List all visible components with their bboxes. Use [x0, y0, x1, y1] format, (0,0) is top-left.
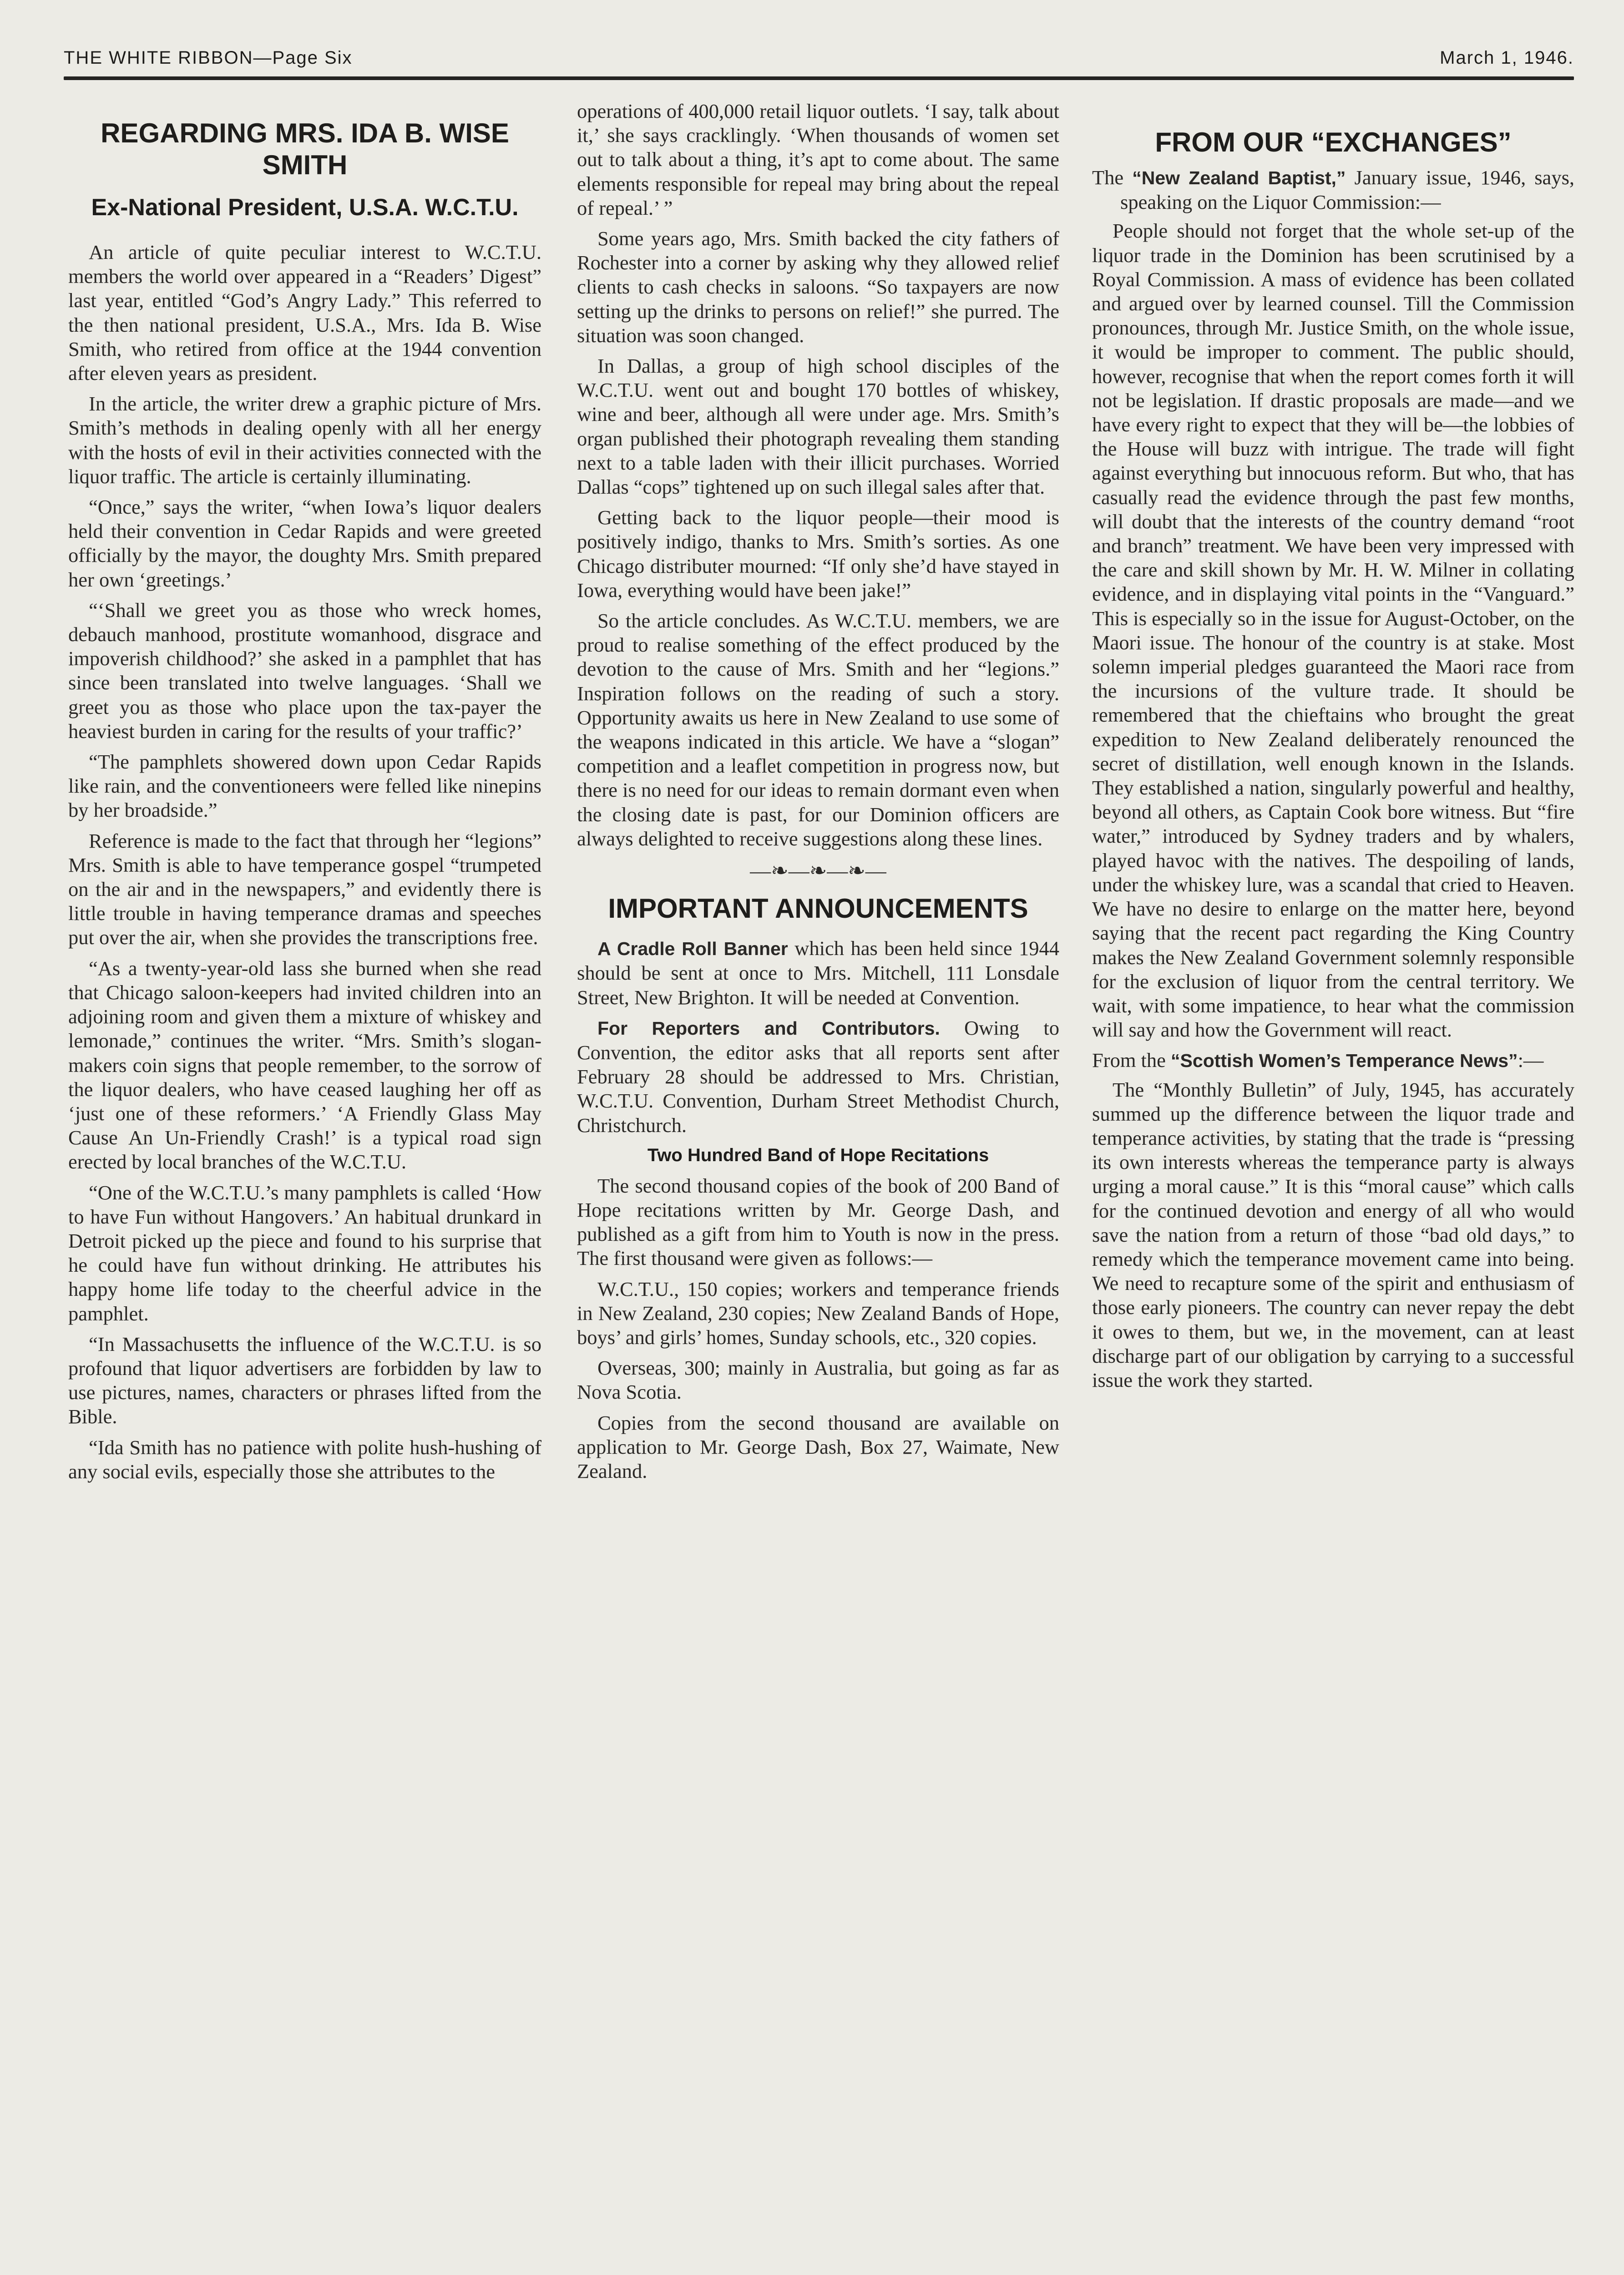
- column-3: [1092, 99, 1574, 2275]
- announcement-lead: For Reporters and Contributors.: [597, 1017, 940, 1039]
- intro-text: January issue, 1946, says, speaking on the Liquor Commission:—: [1120, 166, 1574, 214]
- paragraph: So the article concludes. As W.C.T.U. members, we are proud to realise something of the effect produced by the devotion to the cause of Mrs. Smith and her “legions.” Inspiration follows on the reading of such a story. Opportunity awaits us here in New Zealand to use some of the weapons indicated in this article. We have a “slogan” competition and a leaflet competition in progress now, but there is no need for our ideas to remain dormant even when the closing date is past, for our Dominion officers are always delighted to receive suggestions along these lines.: [577, 609, 1059, 850]
- source-title: “Scottish Women’s Temperance News”: [1171, 1050, 1518, 1072]
- intro-text: From the: [1092, 1049, 1166, 1072]
- paragraph: In Dallas, a group of high school disciples of the W.C.T.U. went out and bought 170 bottles of whiskey, wine and beer, although all were under age. Mrs. Smith’s organ published their photograph revealing them standing next to a table laden with their illicit purchases. Worried Dallas “cops” tightened up on such illegal sales after that.: [577, 354, 1059, 499]
- paragraph: The “Monthly Bulletin” of July, 1945, has accurately summed up the difference between the liquor trade and temperance activities, by stating that the trade is “pressing its own interests whereas the temperance party is always urging a moral cause.” It is this “moral cause” which calls for the continued devotion and energy of all who would save the nation from a return of those “bad old days,” to remedy which the temperance movement came into being. We need to recapture some of the spirit and enthusiasm of those early pioneers. The country can never repay the debt it owes to them, but we, in the movement, can at least discharge part of our obligation by carrying to a successful issue the work they started.: [1092, 1078, 1574, 1391]
- exchanges-headline: FROM OUR “EXCHANGES”: [1155, 127, 1512, 157]
- exchange-intro-baptist: [1092, 166, 1574, 214]
- running-head-date: March 1, 1946.: [1440, 48, 1574, 68]
- paragraph: W.C.T.U., 150 copies; workers and temperance friends in New Zealand, 230 copies; New Zealand Bands of Hope, boys’ and girls’ homes, Sunday schools, etc., 320 copies.: [577, 1277, 1059, 1349]
- paragraph: Copies from the second thousand are available on application to Mr. George Dash, Box 27, Waimate, New Zealand.: [577, 1411, 1059, 1482]
- intro-text: :—: [1518, 1049, 1544, 1072]
- paragraph: “One of the W.C.T.U.’s many pamphlets is called ‘How to have Fun without Hangovers.’ An habitual drunkard in Detroit picked up the piece and found to his surprise that he could have fun without drinking. He attributes his happy home life today to the cheerful advice in the pamphlet.: [68, 1181, 541, 1325]
- paragraph: “As a twenty-year-old lass she burned when she read that Chicago saloon-keepers had invited children into an adjoining room and given them a mixture of whiskey and lemonade,” continues the writer. “Mrs. Smith’s slogan-makers coin signs that people remember, to the sorrow of the liquor dealers, who have ceased laughing her off as ‘just one of these reformers.’ ‘A Friendly Glass May Cause An Un-Friendly Crash!’ is a typical road sign erected by local branches of the W.C.T.U.: [68, 956, 541, 1173]
- announcement-reporters: [577, 1016, 1059, 1138]
- paragraph: “The pamphlets showered down upon Cedar Rapids like rain, and the conventioneers were felled like ninepins by her broadside.”: [68, 750, 541, 822]
- paragraph: People should not forget that the whole set-up of the liquor trade in the Dominion has been scrutinised by a Royal Commission. A mass of evidence has been collated and argued over by learned counsel. Till the Commission pronounces, through Mr. Justice Smith, on the whole issue, it would be improper to comment. The public should, however, recognise that when the report comes forth it will not be legislation. If drastic proposals are made—and we have every right to expect that they will be—the lobbies of the House will buzz with intrigue. The trade will fight against everything but innocuous reform. But who, that has casually read the evidence through the past few months, will doubt that the interests of the country demand “root and branch” treatment. We have been very impressed with the care and skill shown by Mr. H. W. Milner in collating evidence, and in displaying vital points in the “Vanguard.” This is especially so in the issue for August-October, on the Maori issue. The honour of the country is at stake. Most solemn imperial pledges guaranteed the Maori race from the incursions of the vulture trade. It should be remembered that the chieftains who brought the great expedition to New Zealand deliberately renounced the secret of distillation, well enough known in the Islands. They established a nation, singularly powerful and healthy, beyond all others, as Captain Cook bore witness. But “fire water,” introduced by Sydney traders and by whalers, played havoc with the natives. The despoiling of lands, under the whiskey lure, was a scandal that cried to Heaven. We have no desire to enlarge on the matter here, beyond saying that the recent pact regarding the King Country makes the New Zealand Government solemnly responsible for the exclusion of liquor from the central territory. We wait, with some impatience, to hear what the commission will say and how the Government will react.: [1092, 219, 1574, 1041]
- article-subheadline: Ex-National President, U.S.A. W.C.T.U.: [91, 194, 519, 221]
- band-of-hope-heading: Two Hundred Band of Hope Recitations: [647, 1145, 989, 1165]
- source-title: “New Zealand Baptist,”: [1132, 167, 1346, 188]
- announcement-cradle-roll: [577, 936, 1059, 1010]
- exchange-intro-scottish: [1092, 1048, 1574, 1073]
- running-head-title: THE WHITE RIBBON—Page Six: [64, 48, 353, 68]
- paragraph: “Ida Smith has no patience with polite hush-hushing of any social evils, especially those she attributes to the: [68, 1436, 541, 1483]
- column-1: [68, 99, 541, 2275]
- running-header: [64, 27, 1574, 68]
- announcement-body: which has been held since 1944 should be sent at once to Mrs. Mitchell, 111 Lonsdale Street, New Brighton. It will be needed at Convention.: [577, 937, 1059, 1009]
- announcement-lead: A Cradle Roll Banner: [597, 938, 788, 960]
- paragraph: Overseas, 300; mainly in Australia, but going as far as Nova Scotia.: [577, 1356, 1059, 1404]
- paragraph: operations of 400,000 retail liquor outlets. ‘I say, talk about it,’ she says cracklingly. ‘When thousands of women set out to talk about a thing, it’s apt to come about. The same elements responsible for repeal may bring about the repeal of repeal.’ ”: [577, 100, 1059, 219]
- paragraph: Getting back to the liquor people—their mood is positively indigo, thanks to Mrs. Smith’s sorties. As one Chicago distributer mourned: “If only she’d have stayed in Iowa, everything would have been jake!”: [577, 506, 1059, 602]
- paragraph: “‘Shall we greet you as those who wreck homes, debauch manhood, prostitute womanhood, disgrace and impoverish childhood?’ she asked in a pamphlet that has since been translated into twelve languages. ‘Shall we greet you as those who place upon the tax-payer the heaviest burden in caring for the results of your traffic?’: [68, 598, 541, 743]
- article-headline: REGARDING MRS. IDA B. WISE SMITH: [101, 118, 509, 180]
- header-rule: [64, 76, 1574, 80]
- paragraph: “Once,” says the writer, “when Iowa’s liquor dealers held their convention in Cedar Rapids and were greeted officially by the mayor, the doughty Mrs. Smith prepared her own ‘greetings.’: [68, 495, 541, 591]
- announcements-headline: IMPORTANT ANNOUNCEMENTS: [608, 893, 1028, 924]
- paragraph: “In Massachusetts the influence of the W.C.T.U. is so profound that liquor advertisers are forbidden by law to use pictures, names, characters or phrases lifted from the Bible.: [68, 1332, 541, 1428]
- intro-text: The: [1092, 166, 1124, 189]
- announcement-body: Owing to Convention, the editor asks that all reports sent after February 28 should be addressed to Mrs. Christian, W.C.T.U. Convention, Durham Street Methodist Church, Christchurch.: [577, 1016, 1059, 1137]
- column-2: [577, 99, 1059, 2275]
- paragraph: In the article, the writer drew a graphic picture of Mrs. Smith’s methods in dealing openly with all her energy with the hosts of evil in their activities connected with the liquor traffic. The article is certainly illuminating.: [68, 392, 541, 488]
- paragraph: The second thousand copies of the book of 200 Band of Hope recitations written by Mr. George Dash, and published as a gift from him to Youth is now in the press. The first thousand were given as follows:—: [577, 1174, 1059, 1270]
- section-ornament: —❧—❧—❧—: [750, 859, 886, 883]
- paragraph: Reference is made to the fact that through her “legions” Mrs. Smith is able to have temperance gospel “trumpeted on the air and in the newspapers,” and evidently there is little trouble in having temperance dramas and speeches put over the air, when she provides the transcriptions free.: [68, 829, 541, 949]
- paragraph: Some years ago, Mrs. Smith backed the city fathers of Rochester into a corner by asking why they allowed relief clients to cash checks in saloons. “So taxpayers are now setting up the drinks to persons on relief!” she purred. The situation was soon changed.: [577, 227, 1059, 347]
- paragraph: An article of quite peculiar interest to W.C.T.U. members the world over appeared in a “Readers’ Digest” last year, entitled “God’s Angry Lady.” This referred to the then national president, U.S.A., Mrs. Ida B. Wise Smith, who retired from office at the 1944 convention after eleven years as president.: [68, 241, 541, 385]
